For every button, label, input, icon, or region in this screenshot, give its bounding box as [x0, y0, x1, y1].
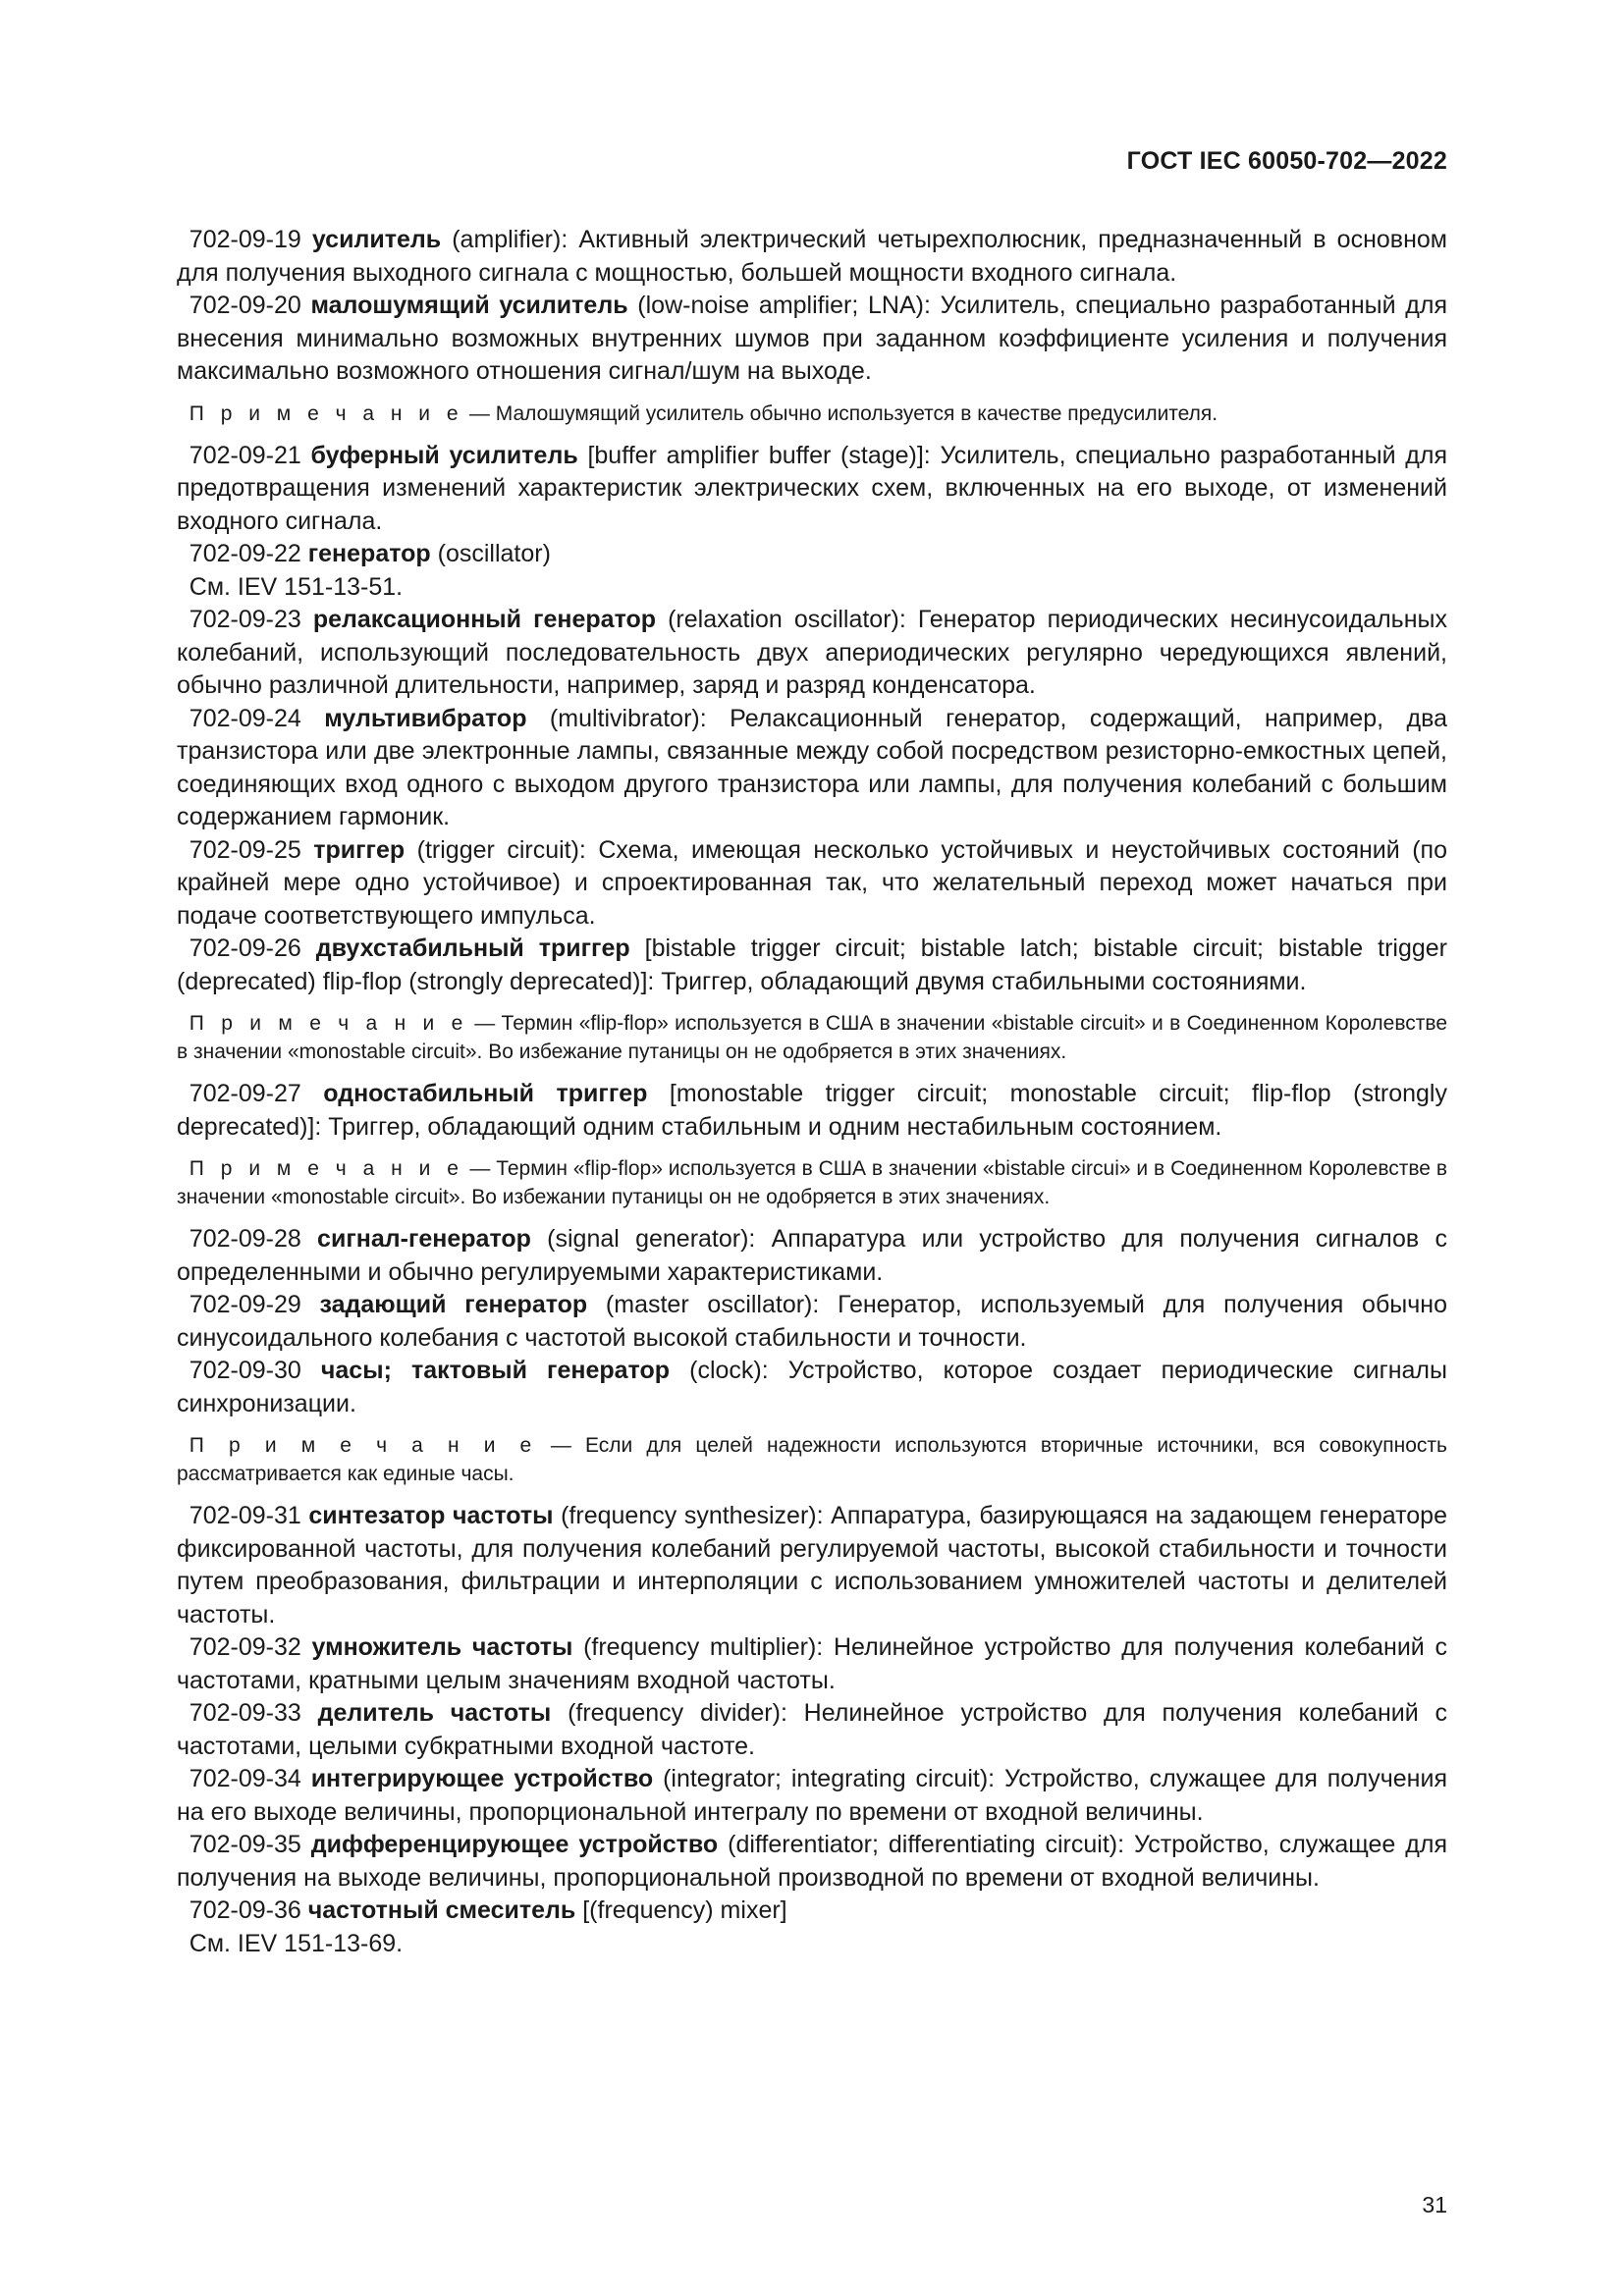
entry-term: триггер — [313, 835, 406, 864]
entry-term: интегрирующее устройство — [310, 1765, 654, 1792]
entry-term: мультивибратор — [324, 704, 527, 732]
note-label: П р и м е ч а н и е — [189, 401, 464, 425]
term-entry — [177, 1500, 1447, 1631]
entry-definition: (frequency synthesizer): Аппаратура, базирующаяся на задающем генераторе фиксированной частоты, для получения колебаний регулируемой частоты, высокой стабильности и точности путем преобразования, фильтрации и интерполяции с использованием умножителей частоты и делителей частоты. — [177, 1502, 1447, 1629]
entry-definition: (amplifier): Активный электрический четырехполюсник, предназначенный в основном для получения выходного сигнала с мощностью, большей мощности входного сигнала. — [177, 226, 1447, 287]
entry-definition: [bistable trigger circuit; bistable latch; bistable circuit; bistable trigger (deprecated) flip-flop (strongly deprecated)]: Триггер, обладающий двумя стабильными состояниями. — [177, 934, 1447, 995]
term-entry — [177, 834, 1447, 934]
note-label: П р и м е ч а н и е — [189, 1157, 464, 1180]
entry-number: 702-09-32 — [189, 1633, 312, 1661]
entry-term: частотный смеситель — [307, 1896, 576, 1924]
note-text: — Если для целей надежности используются вторичные источники, вся совокупность рассматривается как единые часы. — [177, 1434, 1447, 1485]
note-label: П р и м е ч а н и е — [189, 1012, 468, 1035]
entry-definition: (frequency divider): Нелинейное устройство для получения колебаний с частотами, целыми субкратными входной частоте. — [177, 1699, 1447, 1760]
note — [177, 400, 1447, 428]
term-entry — [177, 1631, 1447, 1697]
entry-number: 702-09-35 — [189, 1831, 311, 1858]
entry-term: малошумящий усилитель — [310, 292, 628, 319]
note — [177, 1009, 1447, 1066]
entry-number: 702-09-30 — [189, 1357, 321, 1384]
term-entry — [177, 1223, 1447, 1289]
note-text: — Малошумящий усилитель обычно используется в качестве предусилителя. — [463, 401, 1218, 425]
entry-number: 702-09-20 — [189, 292, 311, 319]
term-entry — [177, 1697, 1447, 1763]
entry-definition: (trigger circuit): Схема, имеющая несколько устойчивых и неустойчивых состояний (по крайней мере одно устойчивое) и спроектированная так, что желательный переход может начаться при подаче соответствующего импульса. — [177, 835, 1447, 930]
entry-term: одностабильный триггер — [323, 1080, 648, 1107]
term-entry — [177, 224, 1447, 290]
note-text: — Термин «flip-flop» используется в США в значении «bistable circui» и в Соединенном Королевстве в значении «monostable circuit». Во избежании путаницы он не одобряется в этих значениях. — [177, 1157, 1448, 1208]
entry-term: умножитель частоты — [311, 1633, 573, 1661]
entry-term: часы; тактовый генератор — [320, 1357, 671, 1384]
entry-number: 702-09-29 — [189, 1291, 320, 1318]
entry-number: 702-09-25 — [189, 835, 314, 864]
entry-definition: (master oscillator): Генератор, используемый для получения обычно синусоидального колебания с частотой высокой стабильности и точности. — [177, 1291, 1447, 1352]
entry-term: синтезатор частоты — [308, 1502, 554, 1529]
note — [177, 1154, 1447, 1211]
entry-definition: (low-noise amplifier; LNA): Усилитель, специально разработанный для внесения минимально возможных внутренних шумов при заданном коэффициенте усиления и получения максимально возможного отношения сигнал/шум на выходе. — [177, 292, 1447, 385]
entry-term: двухстабильный триггер — [315, 934, 630, 962]
term-entry — [177, 1763, 1447, 1829]
reference-text: См. IEV 151-13-51. — [189, 572, 404, 601]
term-entry — [177, 290, 1447, 389]
page-number: 31 — [1422, 2192, 1447, 2217]
entry-term: генератор — [307, 540, 431, 567]
entry-term: усилитель — [311, 226, 442, 253]
term-entry — [177, 703, 1447, 834]
entry-number: 702-09-26 — [189, 934, 316, 962]
term-entry — [177, 1895, 1447, 1928]
entry-number: 702-09-23 — [189, 606, 313, 633]
term-entry — [177, 933, 1447, 998]
entry-number: 702-09-21 — [189, 441, 311, 469]
see-reference — [177, 571, 1447, 605]
reference-text: См. IEV 151-13-69. — [189, 1929, 404, 1957]
see-reference — [177, 1928, 1447, 1961]
entry-term: делитель частоты — [317, 1699, 552, 1727]
entry-term: дифференцирующее устройство — [310, 1831, 719, 1858]
entry-number: 702-09-34 — [189, 1765, 311, 1792]
entry-definition: [(frequency) mixer] — [575, 1896, 787, 1924]
term-entry — [177, 1355, 1447, 1420]
entry-definition: (integrator; integrating circuit): Устройство, служащее для получения на его выходе величины, пропорциональной интегралу по времени от входной величины. — [177, 1765, 1447, 1826]
entry-number: 702-09-28 — [189, 1225, 318, 1253]
entry-definition: [buffer amplifier buffer (stage)]: Усилитель, специально разработанный для предотвращения изменений характеристик электрических схем, включенных на его выходе, от изменений входного сигнала. — [177, 441, 1447, 535]
document-header: ГОСТ IEC 60050-702—2022 — [1126, 147, 1447, 175]
entry-term: задающий генератор — [319, 1291, 588, 1318]
entry-definition: [monostable trigger circuit; monostable circuit; flip-flop (strongly deprecated)]: Триггер, обладающий одним стабильным и одним нестабильным состоянием. — [177, 1080, 1447, 1141]
document-body — [177, 224, 1447, 1960]
entry-definition: (multivibrator): Релаксационный генератор, содержащий, например, два транзистора или две электронные лампы, связанные между собой посредством резисторно-емкостных цепей, соединяющих вход одного с выходом другого транзистора или лампы, для получения колебаний с большим содержанием гармоник. — [177, 704, 1447, 830]
term-entry — [177, 440, 1447, 539]
entry-number: 702-09-33 — [189, 1699, 318, 1727]
entry-number: 702-09-19 — [189, 226, 312, 253]
term-entry — [177, 1829, 1447, 1895]
entry-number: 702-09-36 — [189, 1896, 308, 1924]
entry-definition: (oscillator) — [430, 540, 551, 567]
term-entry — [177, 1289, 1447, 1355]
term-entry — [177, 538, 1447, 571]
entry-number: 702-09-22 — [189, 540, 308, 567]
entry-term: сигнал-генератор — [317, 1225, 531, 1253]
entry-term: буферный усилитель — [310, 441, 578, 469]
term-entry — [177, 604, 1447, 703]
note — [177, 1431, 1447, 1488]
entry-definition: (differentiator; differentiating circuit): Устройство, служащее для получения на выходе величины, пропорциональной производной по времени от входной величины. — [177, 1831, 1447, 1892]
entry-number: 702-09-27 — [189, 1080, 324, 1107]
entry-definition: (frequency multiplier): Нелинейное устройство для получения колебаний с частотами, кратными целым значениям входной частоты. — [177, 1633, 1447, 1694]
entry-term: релаксационный генератор — [312, 606, 657, 633]
entry-number: 702-09-31 — [189, 1502, 309, 1529]
note-text: — Термин «flip-flop» используется в США в значении «bistable circuit» и в Соединенном Королевстве в значении «monostable circuit». Во избежание путаницы он не одобряется в этих значениях. — [177, 1012, 1447, 1063]
entry-number: 702-09-24 — [189, 704, 325, 732]
entry-definition: (relaxation oscillator): Генератор периодических несинусоидальных колебаний, использующий последовательность двух апериодических регулярно чередующихся явлений, обычно различной длительности, например, заряд и разряд конденсатора. — [177, 606, 1447, 699]
note-label: П р и м е ч а н и е — [189, 1434, 537, 1457]
term-entry — [177, 1078, 1447, 1144]
entry-definition: (clock): Устройство, которое создает периодические сигналы синхронизации. — [177, 1357, 1447, 1417]
entry-definition: (signal generator): Аппаратура или устройство для получения сигналов с определенными и обычно регулируемыми характеристиками. — [177, 1225, 1447, 1286]
